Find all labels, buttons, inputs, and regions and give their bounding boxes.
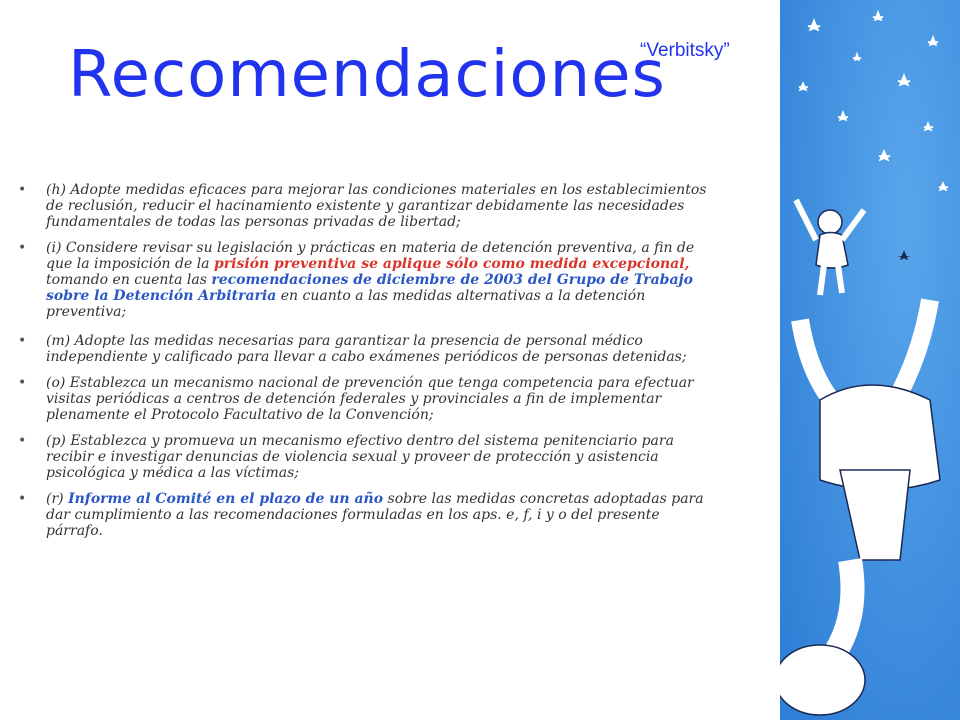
item-text: (p) Establezca y promueva un mecanismo efectivo dentro del sistema penitenciario para recibir e investigar denuncias de violencia sexual y proveer de protección y asistencia psicológica y médica a las víctimas; xyxy=(46,433,674,481)
bullet: • xyxy=(18,491,27,507)
bullet: • xyxy=(18,182,27,198)
bullet: • xyxy=(18,333,27,349)
item-text: en cuanto a las medidas alternativas a la detención preventiva; xyxy=(46,288,646,320)
bullet: • xyxy=(18,375,27,391)
children-reaching-for-stars-icon xyxy=(780,0,960,720)
item-text: (h) Adopte medidas eficaces para mejorar las condiciones materiales en los establecimientos de reclusión, reducir el hacinamiento existente y garantizar debidamente las necesidades fundamentales de todas las personas privadas de libertad; xyxy=(46,182,707,230)
list-item xyxy=(18,182,708,230)
item-text: tomando en cuenta las xyxy=(46,272,212,288)
slide-subtitle: “Verbitsky” xyxy=(640,40,730,61)
bullet: • xyxy=(18,433,27,449)
list-item xyxy=(18,375,708,423)
list-item xyxy=(18,333,708,365)
recommendations-list xyxy=(18,182,708,549)
highlight-prision-preventiva: prisión preventiva se aplique sólo como medida excepcional, xyxy=(213,256,690,272)
item-text: (r) xyxy=(46,491,69,507)
highlight-informe: Informe al Comité en el plazo de un año xyxy=(68,491,384,507)
bullet: • xyxy=(18,240,27,256)
item-text: sobre las medidas concretas adoptadas para dar cumplimiento a las recomendaciones formuladas en los aps. e, f, i y o del presente párrafo. xyxy=(46,491,704,539)
list-item xyxy=(18,433,708,481)
highlight-recomendaciones: recomendaciones de diciembre de 2003 del Grupo de Trabajo sobre la Detención Arbitraria xyxy=(46,272,693,304)
item-text: (i) Considere revisar su legislación y prácticas en materia de detención preventiva, a fin de que la imposición de la xyxy=(46,240,695,272)
list-item xyxy=(18,491,708,539)
item-text: (m) Adopte las medidas necesarias para garantizar la presencia de personal médico independiente y calificado para llevar a cabo exámenes periódicos de personas detenidas; xyxy=(46,333,687,365)
item-text: (o) Establezca un mecanismo nacional de prevención que tenga competencia para efectuar visitas periódicas a centros de detención federales y provinciales a fin de implementar plenamente el Protocolo Facultativo de la Convención; xyxy=(46,375,694,423)
list-item xyxy=(18,240,708,320)
slide-title: Recomendaciones xyxy=(68,38,666,112)
